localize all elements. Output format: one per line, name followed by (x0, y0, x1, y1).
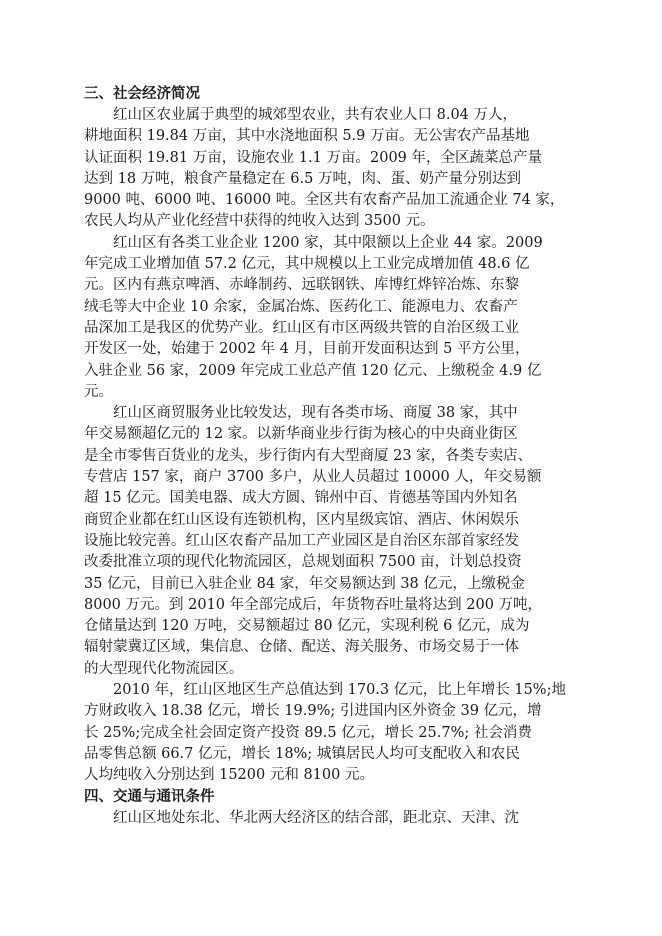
text-line: 年完成工业增加值 57.2 亿元，其中规模以上工业完成增加值 48.6 亿 (84, 256, 530, 273)
text-line: 9000 吨、6000 吨、16000 吨。全区共有农畜产品加工流通企业 74 家， (84, 192, 565, 209)
text-line: 设施比较完善。红山区农畜产品加工产业园区是自治区东部首家经发 (84, 532, 519, 549)
text-line: 长 25%;完成全社会固定资产投资 89.5 亿元，增长 25.7%; 社会消费 (84, 724, 532, 741)
text-line: 商贸企业都在红山区设有连锁机构，区内星级宾馆、酒店、休闲娱乐 (84, 511, 519, 528)
text-line: 超 15 亿元。国美电器、成大方圆、锦州中百、肯德基等国内外知名 (84, 490, 518, 507)
document-body (84, 84, 580, 829)
text-line: 仓储量达到 120 万吨，交易额超过 80 亿元，实现利税 6 亿元，成为 (84, 618, 530, 635)
text-line: 35 亿元，目前已入驻企业 84 家，年交易额达到 38 亿元，上缴税金 (84, 575, 525, 592)
text-line: 2010 年，红山区地区生产总值达到 170.3 亿元，比上年增长 15%;地 (113, 682, 566, 699)
text-line: 方财政收入 18.38 亿元，增长 19.9%; 引进国内区外资金 39 亿元，增 (84, 703, 542, 720)
text-line: 农民人均从产业化经营中获得的纯收入达到 3500 元。 (84, 213, 435, 230)
section-transport-communication (84, 787, 580, 829)
text-line: 红山区商贸服务业比较发达，现有各类市场、商厦 38 家，其中 (113, 405, 518, 422)
paragraph-industry (84, 233, 580, 403)
text-line: 耕地面积 19.84 万亩，其中水浇地面积 5.9 万亩。无公害农产品基地 (84, 128, 530, 145)
text-line: 改委批准立项的现代化物流园区，总规划面积 7500 亩，计划总投资 (84, 554, 522, 571)
text-line: 开发区一处，始建于 2002 年 4 月，目前开发面积达到 5 平方公里， (84, 341, 530, 358)
text-line: 8000 万元。到 2010 年全部完成后，年货物吞吐量将达到 200 万吨， (84, 596, 543, 613)
text-line: 绒毛等大中企业 10 余家，金属冶炼、医药化工、能源电力、农畜产 (84, 298, 518, 315)
text-line: 品零售总额 66.7 亿元，增长 18%; 城镇居民人均可支配收入和农民 (84, 745, 520, 762)
paragraph-economy-2010 (84, 680, 580, 786)
text-line: 元。区内有燕京啤酒、赤峰制药、远联钢铁、库博红烨锌冶炼、东黎 (84, 277, 519, 294)
text-line: 专营店 157 家，商户 3700 多户，从业人员超过 10000 人，年交易额 (84, 469, 542, 486)
text-line: 人均纯收入分别达到 15200 元和 8100 元。 (84, 767, 374, 784)
text-line: 的大型现代化物流园区。 (84, 660, 244, 677)
text-line: 是全市零售百货业的龙头，步行街内有大型商厦 23 家，各类专卖店、 (84, 447, 533, 464)
paragraph-commerce (84, 403, 580, 680)
text-line: 达到 18 万吨，粮食产量稳定在 6.5 万吨，肉、蛋、奶产量分别达到 (84, 170, 521, 187)
text-line: 红山区农业属于典型的城郊型农业，共有农业人口 8.04 万人， (113, 107, 518, 123)
text-line: 元。 (84, 383, 113, 400)
text-line: 入驻企业 56 家，2009 年完成工业总产值 120 亿元、上缴税金 4.9 亿 (84, 362, 542, 379)
section-heading: 三、社会经济简况 (84, 86, 200, 102)
paragraph-agriculture (84, 105, 580, 233)
text-line: 辐射蒙冀辽区域，集信息、仓储、配送、海关服务、市场交易于一体 (84, 639, 519, 656)
section-heading: 四、交通与通讯条件 (84, 788, 215, 805)
text-line: 年交易额超亿元的 12 家。以新华商业步行街为核心的中央商业街区 (84, 426, 518, 443)
text-line: 认证面积 19.81 万亩，设施农业 1.1 万亩。2009 年，全区蔬菜总产量 (84, 149, 543, 166)
text-line: 品深加工是我区的优势产业。红山区有市区两级共管的自治区级工业 (84, 319, 519, 336)
text-line: 红山区有各类工业企业 1200 家，其中限额以上企业 44 家。2009 (113, 234, 543, 251)
text-line: 红山区地处东北、华北两大经济区的结合部，距北京、天津、沈 (113, 809, 519, 826)
paragraph-location (84, 808, 580, 829)
section-social-economy (84, 84, 580, 787)
